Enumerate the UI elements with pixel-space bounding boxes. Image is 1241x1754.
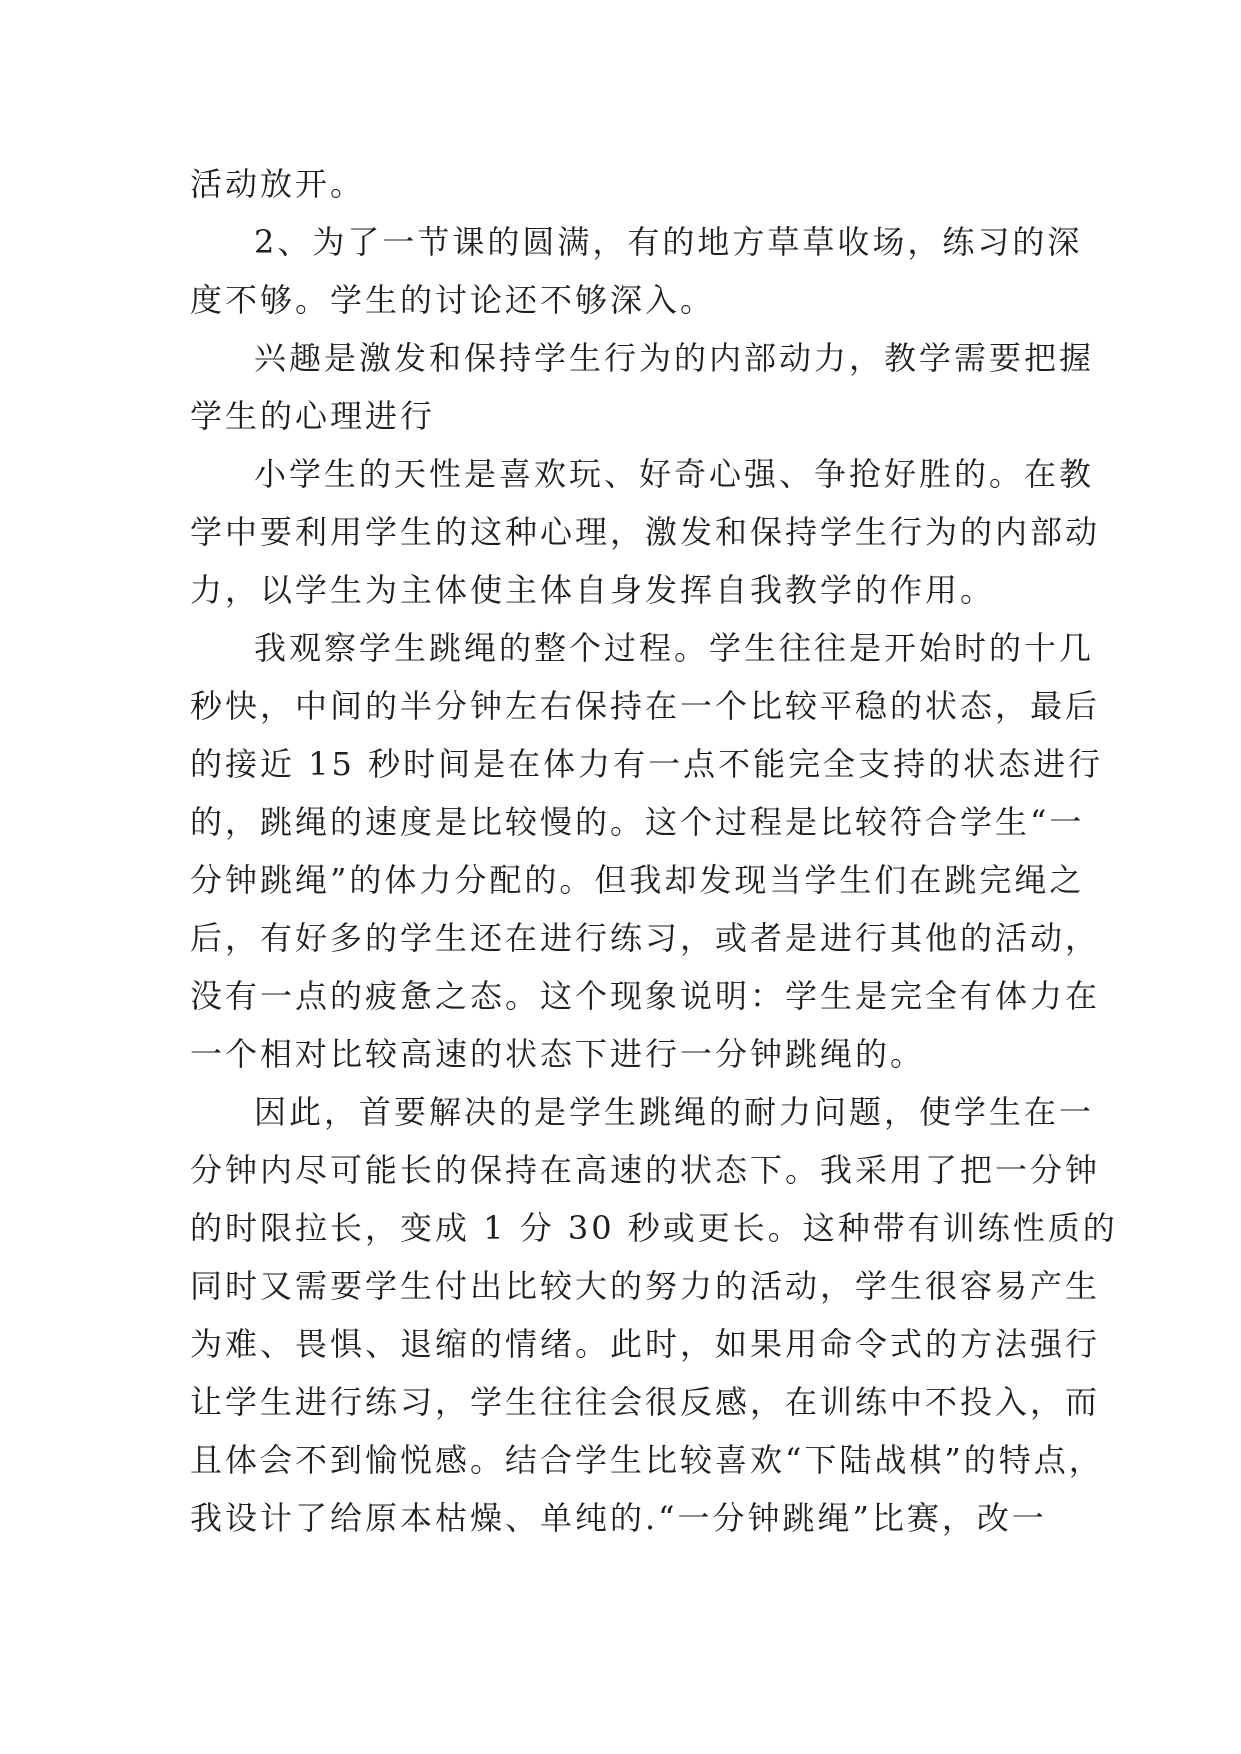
- text-line: 分钟内尽可能长的保持在高速的状态下。我采用了把一分钟: [190, 1151, 1101, 1189]
- text-line: 因此，首要解决的是学生跳绳的耐力问题，使学生在一: [254, 1093, 1095, 1131]
- text-line: 一个相对比较高速的状态下进行一分钟跳绳的。: [190, 1035, 926, 1073]
- text-line: 秒快，中间的半分钟左右保持在一个比较平稳的状态，最后: [190, 687, 1101, 725]
- text-line: 活动放开。: [190, 165, 366, 203]
- text-line: 让学生进行练习，学生往往会很反感，在训练中不投入，而: [190, 1383, 1101, 1421]
- text-line: 我设计了给原本枯燥、单纯的.“一分钟跳绳”比赛，改一: [190, 1499, 1047, 1537]
- text-line: 的，跳绳的速度是比较慢的。这个过程是比较符合学生“一: [190, 803, 1085, 841]
- text-line: 度不够。学生的讨论还不够深入。: [190, 281, 716, 319]
- body-text: [190, 155, 1118, 1547]
- text-line: 学中要利用学生的这种心理，激发和保持学生行为的内部动: [190, 513, 1101, 551]
- text-line: 且体会不到愉悦感。结合学生比较喜欢“下陆战棋”的特点，: [190, 1441, 1104, 1479]
- text-line: 没有一点的疲惫之态。这个现象说明：学生是完全有体力在: [190, 977, 1101, 1015]
- text-line: 我观察学生跳绳的整个过程。学生往往是开始时的十几: [254, 629, 1095, 667]
- text-line: 的接近 15 秒时间是在体力有一点不能完全支持的状态进行: [190, 745, 1104, 783]
- text-line: 为难、畏惧、退缩的情绪。此时，如果用命令式的方法强行: [190, 1325, 1101, 1363]
- text-line: 后，有好多的学生还在进行练习，或者是进行其他的活动，: [190, 919, 1101, 957]
- text-line: 兴趣是激发和保持学生行为的内部动力，教学需要把握: [254, 339, 1095, 377]
- text-line: 同时又需要学生付出比较大的努力的活动，学生很容易产生: [190, 1267, 1101, 1305]
- text-line: 学生的心理进行: [190, 397, 436, 435]
- text-line: 力，以学生为主体使主体自身发挥自我教学的作用。: [190, 571, 996, 609]
- text-line: 小学生的天性是喜欢玩、好奇心强、争抢好胜的。在教: [254, 455, 1095, 493]
- text-line: 的时限拉长，变成 1 分 30 秒或更长。这种带有训练性质的: [190, 1209, 1118, 1247]
- text-line: 2、为了一节课的圆满，有的地方草草收场，练习的深: [254, 223, 1083, 261]
- text-line: 分钟跳绳”的体力分配的。但我却发现当学生们在跳完绳之: [190, 861, 1085, 899]
